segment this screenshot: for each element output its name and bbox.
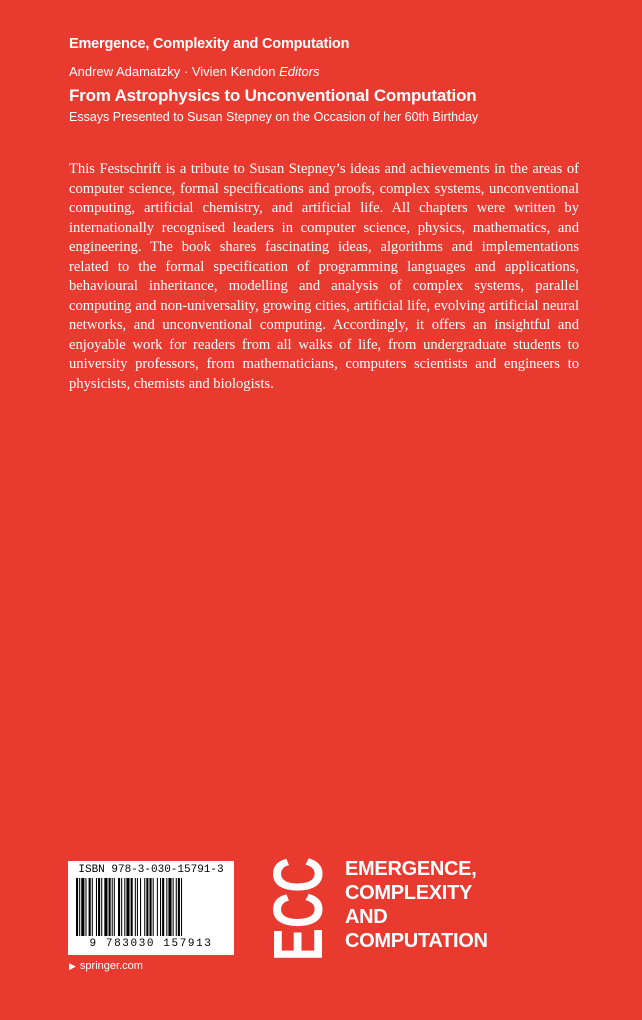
barcode-bar <box>112 878 113 936</box>
ecc-series-line-1: EMERGENCE, <box>345 858 477 880</box>
series-title: Emergence, Complexity and Computation <box>69 36 350 52</box>
barcode-bar <box>89 878 91 936</box>
barcode-bar <box>166 878 167 936</box>
book-subtitle: Essays Presented to Susan Stepney on the Occasion of her 60th Birthday <box>69 110 479 124</box>
ecc-logo <box>259 813 337 965</box>
ecc-logo-text: ECC <box>259 813 337 961</box>
editors-role: Editors <box>279 64 320 79</box>
ecc-series-line-2: COMPLEXITY <box>345 882 473 904</box>
barcode-bar <box>146 878 148 936</box>
barcode-bar <box>157 878 158 936</box>
barcode-bar <box>153 878 154 936</box>
barcode-bar <box>79 878 80 936</box>
barcode-bar <box>118 878 120 936</box>
barcode-bar <box>168 878 171 936</box>
publisher-website[interactable] <box>69 960 143 972</box>
barcode-bar <box>140 878 141 936</box>
barcode-bar <box>85 878 86 936</box>
barcode-bar <box>176 878 177 936</box>
barcode-bar <box>124 878 125 936</box>
arrow-right-icon: ▶ <box>69 960 76 971</box>
barcode-bar <box>173 878 174 936</box>
barcode-bars <box>74 878 228 938</box>
barcode-bar <box>181 878 182 936</box>
barcode-bar <box>104 878 107 936</box>
barcode-bar <box>162 878 164 936</box>
barcode-bar <box>101 878 102 936</box>
editor-names: Andrew Adamatzky · Vivien Kendon <box>69 64 276 79</box>
barcode-bar <box>126 878 129 936</box>
barcode-bar <box>150 878 152 936</box>
blurb-text: This Festschrift is a tribute to Susan Stepney’s ideas and achievements in the areas of computer science, formal specifications and proofs, complex systems, unconventional computing, artificial chemistry, and artificial life. All chapters were written by internationally recognised leaders in computer science, physics, mathematics, and engineering. The book shares fascinating ideas, algorithms and implementations related to the formal specification of programming languages and applications, behavioural inheritance, modelling and analysis of complex systems, parallel computing and non-universality, growing cities, artificial life, evolving artificial neural networks, and unconventional computing. Accordingly, it offers an insightful and enjoyable work for readers from all walks of life, from undergraduate students to university professors, from mathematicians, computers scientists and engineers to physicists, chemists and biologists. <box>69 161 579 392</box>
ecc-series-name <box>345 857 488 953</box>
ecc-series-line-4: COMPUTATION <box>345 930 488 952</box>
barcode-bar <box>178 878 180 936</box>
editors-line <box>69 64 320 79</box>
barcode-box <box>68 861 234 955</box>
barcode-bar <box>96 878 97 936</box>
barcode-digits: 9 783030 157913 <box>89 938 213 950</box>
barcode-bar <box>121 878 122 936</box>
barcode-bar <box>109 878 111 936</box>
website-link[interactable]: springer.com <box>79 960 143 972</box>
isbn-label: ISBN 978-3-030-15791-3 <box>78 864 224 876</box>
barcode-bar <box>160 878 161 936</box>
ecc-series-line-3: AND <box>345 906 388 928</box>
barcode-bar <box>92 878 93 936</box>
barcode-bar <box>114 878 115 936</box>
barcode-bar <box>98 878 100 936</box>
barcode-bar <box>135 878 136 936</box>
barcode-bar <box>131 878 133 936</box>
barcode-bar <box>137 878 138 936</box>
barcode-bar <box>144 878 145 936</box>
book-title: From Astrophysics to Unconventional Computation <box>69 86 477 105</box>
barcode-bar <box>76 878 78 936</box>
barcode-bar <box>81 878 84 936</box>
